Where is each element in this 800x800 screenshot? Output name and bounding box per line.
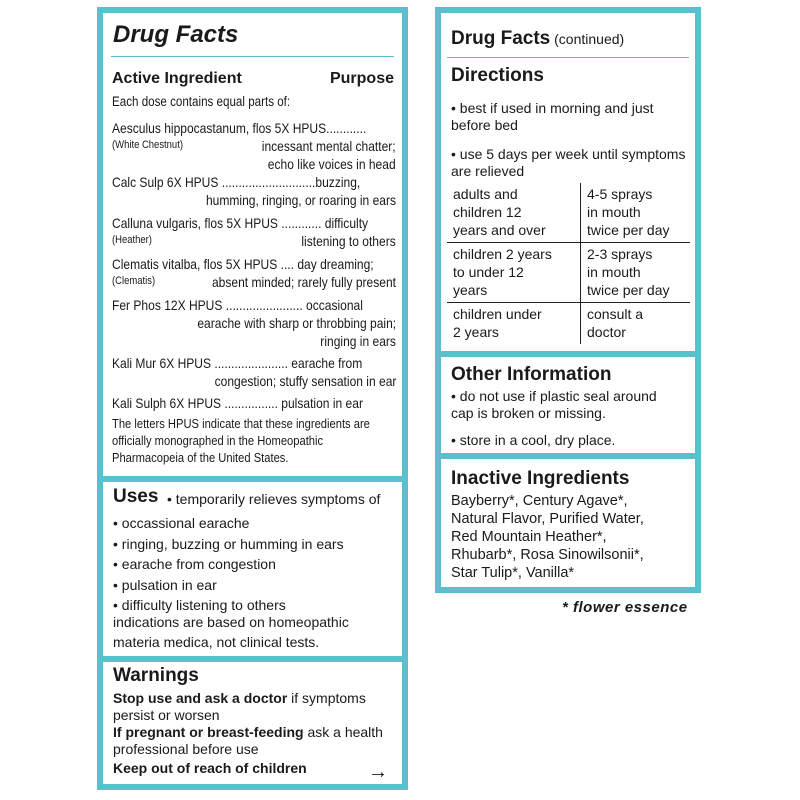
ingredient-purpose: humming, ringing, or roaring in ears — [205, 192, 396, 208]
dosage-row — [447, 303, 690, 345]
ingredient-kali-mur — [112, 354, 396, 390]
title-rule — [447, 57, 689, 58]
use-item: • earache from congestion — [113, 556, 276, 572]
ingredient-name: Kali Mur 6X HPUS ...................... earache from — [112, 355, 363, 371]
use-item: • ringing, buzzing or humming in ears — [113, 536, 344, 552]
directions-heading: Directions — [451, 65, 544, 86]
pregnancy-warning-cont: professional before use — [113, 741, 259, 757]
ingredient-clematis — [112, 255, 396, 291]
ingredient-purpose: ringing in ears — [320, 333, 396, 349]
ingredient-purpose: congestion; stuffy sensation in ear — [214, 373, 396, 389]
ingredient-aesculus — [112, 119, 396, 175]
uses-footnote: indications are based on homeopathic materia medica, not clinical tests. — [113, 614, 349, 650]
ingredient-calc-sulp — [112, 173, 396, 209]
age-cell: children under 2 years — [447, 303, 581, 345]
each-dose-text: Each dose contains equal parts of: — [112, 94, 291, 109]
drug-facts-continued-title: Drug Facts (continued) — [451, 28, 625, 49]
ingredient-name: Kali Sulph 6X HPUS ................ pulsation in ear — [112, 395, 363, 411]
purpose-label: Purpose — [329, 70, 394, 87]
ingredient-purpose: absent minded; rarely fully present — [211, 274, 396, 290]
other-info-item: • do not use if plastic seal around — [451, 388, 657, 404]
warnings-heading: Warnings — [113, 665, 199, 686]
ingredient-name: Calluna vulgaris, flos 5X HPUS ............ difficulty — [112, 215, 369, 231]
age-cell: children 2 years to under 12 years — [447, 243, 581, 303]
direction-item: are relieved — [451, 163, 525, 179]
section-divider — [441, 453, 695, 459]
ingredient-name: Fer Phos 12X HPUS ....................... occasional — [112, 297, 363, 313]
ingredient-common-name: (Heather) — [112, 234, 152, 246]
dose-cell: consult a doctor — [581, 303, 691, 345]
stop-use-warning: Stop use and ask a doctor if symptoms — [113, 690, 366, 706]
ingredient-fer-phos — [112, 296, 396, 350]
dose-cell: 4-5 sprays in mouth twice per day — [587, 186, 670, 238]
continued-arrow-icon: → — [368, 761, 388, 783]
pregnancy-warning: If pregnant or breast-feeding ask a health — [113, 724, 383, 740]
ingredient-common-name: (Clematis) — [112, 275, 156, 287]
direction-item: • best if used in morning and just — [451, 100, 654, 116]
uses-heading: Uses — [113, 486, 159, 507]
dosage-row — [447, 183, 690, 243]
section-divider — [441, 351, 695, 357]
age-cell: adults and children 12 years and over — [447, 183, 581, 243]
flower-essence-footnote: * flower essence — [562, 599, 688, 616]
drug-facts-title: Drug Facts — [113, 21, 239, 48]
title-rule — [111, 56, 394, 57]
stop-use-warning-cont: persist or worsen — [113, 707, 220, 723]
dosage-table — [447, 183, 690, 344]
ingredient-calluna — [112, 214, 396, 250]
ingredient-name: Clematis vitalba, flos 5X HPUS .... day dreaming; — [112, 256, 374, 272]
inactive-ingredients-heading: Inactive Ingredients — [451, 468, 630, 489]
direction-item: before bed — [451, 117, 518, 133]
use-item: • difficulty listening to others — [113, 597, 286, 613]
ingredient-common-name: (White Chestnut) — [112, 139, 183, 151]
direction-item: • use 5 days per week until symptoms — [451, 146, 686, 162]
use-item: • pulsation in ear — [113, 577, 217, 593]
drug-facts-panel-right — [435, 7, 701, 593]
section-divider — [103, 656, 402, 662]
ingredient-name: Calc Sulp 6X HPUS ............................buzzing, — [112, 174, 361, 190]
keep-out-of-reach-warning: Keep out of reach of children — [113, 760, 307, 776]
ingredient-purpose: echo like voices in head — [268, 156, 396, 172]
dose-cell: 2-3 sprays in mouth twice per day — [581, 243, 691, 303]
ingredient-purpose: listening to others — [301, 233, 396, 249]
other-info-item: • store in a cool, dry place. — [451, 432, 616, 448]
hpus-note: The letters HPUS indicate that these ingredients are officially monographed in the Homeopathic Pharmacopeia of the United States. — [112, 416, 370, 465]
ingredient-purpose: earache with sharp or throbbing pain; — [197, 315, 396, 331]
other-info-item: cap is broken or missing. — [451, 405, 606, 421]
ingredient-purpose: incessant mental chatter; — [262, 138, 396, 154]
uses-intro: • temporarily relieves symptoms of — [167, 491, 381, 507]
inactive-ingredients-list: Bayberry*, Century Agave*, Natural Flavor, Purified Water, Red Mountain Heather*, Rhubarb*, Rosa Sinowilsonii*, Star Tulip*, Vanilla* — [451, 493, 644, 581]
active-ingredient-label: Active Ingredient — [112, 70, 242, 87]
ingredient-kali-sulph — [112, 394, 396, 412]
section-divider — [103, 476, 402, 482]
use-item: • occassional earache — [113, 515, 250, 531]
dosage-row — [447, 243, 690, 303]
other-information-heading: Other Information — [451, 364, 612, 385]
drug-facts-panel-left — [97, 7, 408, 790]
ingredient-name: Aesculus hippocastanum, flos 5X HPUS............ — [112, 120, 367, 136]
